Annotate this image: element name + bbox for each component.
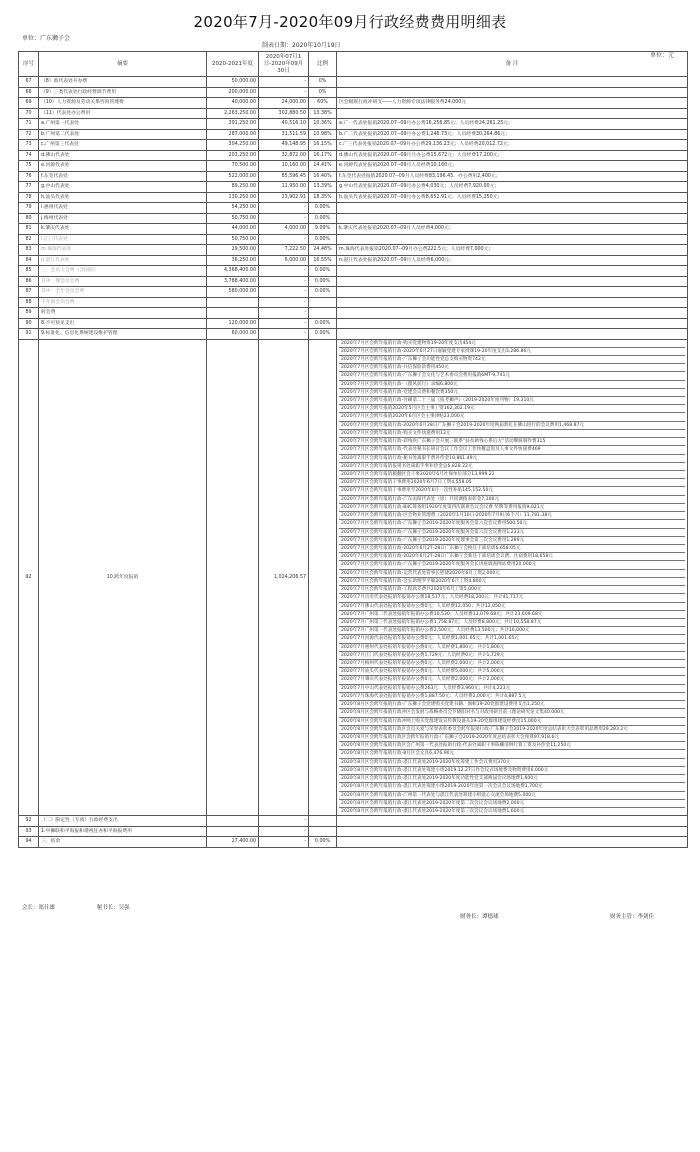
row-period-amount: - bbox=[259, 276, 309, 287]
row-ratio bbox=[309, 339, 337, 816]
row-annual-budget: 203,250.00 bbox=[207, 150, 259, 161]
row-seq: 78 bbox=[19, 192, 39, 203]
row-note: n.湛江代表处报销2020.07--09月人员经费6,000元； bbox=[337, 255, 688, 266]
row-note: f.东莞代表处报销2020.07--09月人员经费83,196.45，办公费用2,400元； bbox=[337, 171, 688, 182]
table-body bbox=[19, 77, 688, 848]
row-annual-budget bbox=[207, 297, 259, 308]
row-note: e.河源代表处报销2020.07--09月人员经费10,160元； bbox=[337, 161, 688, 172]
row-ratio: 0% bbox=[309, 87, 337, 98]
row-note: a.广一代表处报销2020.07--09月办公费16,256.85元；人员经费24,261.25元； bbox=[337, 119, 688, 130]
row-period-amount: 11,950.00 bbox=[259, 182, 309, 193]
note-line: 2020年7月珠海代表处报销年报销办公费1,887.50元；人员经费2,000元；共计4,887.5元 bbox=[339, 693, 685, 701]
row-seq: 68 bbox=[19, 87, 39, 98]
row-ratio: 10.98% bbox=[309, 129, 337, 140]
row-note bbox=[337, 77, 688, 88]
row-note bbox=[337, 108, 688, 119]
note-line: 2020年7月区会跨年报销行政-广东狮子会功能性党总支购买物资742元 bbox=[339, 356, 685, 364]
row-period-amount: - bbox=[259, 318, 309, 329]
row-summary: （8）新代表处开办费 bbox=[39, 77, 207, 88]
row-summary: l.江门代表处 bbox=[39, 234, 207, 245]
row-summary: c.广州第三代表处 bbox=[39, 140, 207, 151]
row-note: g.中山代表处报销2020.07--09月办公费4,030元；人员经费7,920.00元； bbox=[337, 182, 688, 193]
note-line: 2020年8月区会跨年报销行政-湛江代表处2019-2020年度第二次会议会议场地费2,000元 bbox=[339, 800, 685, 808]
row-ratio bbox=[309, 297, 337, 308]
row-summary: e.河源代表处 bbox=[39, 161, 207, 172]
table-row bbox=[19, 255, 688, 266]
header-ratio: 比例 bbox=[309, 52, 337, 77]
row-summary: （11）代表处办公费用 bbox=[39, 108, 207, 119]
note-line: 2020年7月区会跨年报销行政-2020年6月27日嘉颖党建专家授课19-20年度支出3,286.86元 bbox=[339, 348, 685, 356]
row-seq: 70 bbox=[19, 108, 39, 119]
row-summary: m.珠海代表处 bbox=[39, 245, 207, 256]
row-seq: 79 bbox=[19, 203, 39, 214]
row-note bbox=[337, 826, 688, 837]
note-line: 2020年7月区会跨年报销行政-广东狮子会文化与艺术委员会费用报销6MT-9,741元 bbox=[339, 372, 685, 380]
row-period-amount: - bbox=[259, 329, 309, 340]
note-line: 2020年7月佛山代表处报销年报销办公费0元；人员经费12,050；共计12,050元 bbox=[339, 603, 685, 611]
row-ratio: 0.00% bbox=[309, 213, 337, 224]
table-row bbox=[19, 308, 688, 319]
row-summary: d.佛山代表处 bbox=[39, 150, 207, 161]
row-annual-budget: 2,263,250.00 bbox=[207, 108, 259, 119]
table-row bbox=[19, 266, 688, 277]
note-line: 2020年7月区会跨年报销行政-彩残疾广东狮子会开展三联系“扶贫助残心系后方”活动牌匾制作费315 bbox=[339, 438, 685, 446]
row-annual-budget: 60,000.00 bbox=[207, 329, 259, 340]
row-ratio: 14.41% bbox=[309, 161, 337, 172]
row-ratio: 60% bbox=[309, 98, 337, 109]
row-summary: 其中：全年会员会费 bbox=[39, 287, 207, 298]
row-period-amount: 49,148.95 bbox=[259, 140, 309, 151]
row-ratio: 18.35% bbox=[309, 192, 337, 203]
table-row-cross-year bbox=[19, 339, 688, 816]
row-annual-budget: 27,400.00 bbox=[207, 837, 259, 848]
row-period-amount: - bbox=[259, 203, 309, 214]
note-line: 2020年7月区会跨年报销行政-2020年6月28日广东狮子会2019-2020年度换届典礼在佛山进行的会议费用1,468.87元 bbox=[339, 422, 685, 430]
row-seq: 92 bbox=[19, 339, 39, 816]
row-ratio bbox=[309, 826, 337, 837]
president-signature: 会长：郑仕雄 bbox=[22, 905, 56, 911]
row-annual-budget bbox=[207, 339, 259, 816]
row-period-amount: - bbox=[259, 308, 309, 319]
row-annual-budget: 4,368,400.00 bbox=[207, 266, 259, 277]
row-note: k.肇庆代表处报销2020.07--09月人员经费4,000元； bbox=[337, 224, 688, 235]
note-line: 2020年8月区会跨年报销行政区会广州第一代表处报销行政-代表处离职干事陈姗清例行算工资及补偿金11,250元 bbox=[339, 742, 685, 750]
table-row bbox=[19, 245, 688, 256]
row-summary: 其中：理会员会费 bbox=[39, 276, 207, 287]
table-row bbox=[19, 203, 688, 214]
row-summary: j.梅州代表处 bbox=[39, 213, 207, 224]
row-ratio: 0.00% bbox=[309, 234, 337, 245]
header-notes: 备 注 bbox=[337, 52, 688, 77]
row-summary: 10.跨年度报销 bbox=[39, 339, 207, 816]
table-row bbox=[19, 213, 688, 224]
note-line: 2020年7月区会跨年报销行政-购买文件快递费用13元 bbox=[339, 430, 685, 438]
row-period-amount: - bbox=[259, 287, 309, 298]
note-line: 2020年7月出差代表处报销年报销办公费18,517元；人员经费18,200元；共计41,717元 bbox=[339, 594, 685, 602]
row-annual-budget: 120,000.00 bbox=[207, 318, 259, 329]
row-ratio: 0.00% bbox=[309, 203, 337, 214]
note-line: 2020年7月汕头代表处报销年报销办公费0元；人员经费5,000元；共计5,000元 bbox=[339, 668, 685, 676]
note-line: 2020年7月区会跨年报销行政-广东狮子会2019-2020年度服务会长讲座调查网站费用20,000元 bbox=[339, 561, 685, 569]
row-annual-budget: 40,000.00 bbox=[207, 98, 259, 109]
table-row bbox=[19, 182, 688, 193]
note-line: 2020年7月区会跨年报销行政-会长助理罗平敏2020年6月工资4,800元 bbox=[339, 578, 685, 586]
row-ratio: 0.00% bbox=[309, 287, 337, 298]
note-line: 2020年7月广州第三代表处报销年报销办公费1,758.87元；人员经费8,800元；共计10,558.87元 bbox=[339, 619, 685, 627]
row-period-amount: 24,000.00 bbox=[259, 98, 309, 109]
signature-block bbox=[22, 903, 170, 911]
row-ratio: 16.17% bbox=[309, 150, 337, 161]
row-annual-budget: 54,250.00 bbox=[207, 203, 259, 214]
row-period-amount: 4,000.00 bbox=[259, 224, 309, 235]
row-annual-budget: 130,250.00 bbox=[207, 192, 259, 203]
row-note bbox=[337, 87, 688, 98]
row-note: 区会级联行政冲研支——人力资源专项法律服务费24,000元 bbox=[337, 98, 688, 109]
row-period-amount: 7,222.50 bbox=[259, 245, 309, 256]
row-ratio: 0.00% bbox=[309, 329, 337, 340]
unit-label: 单位：广东狮子会 bbox=[22, 35, 71, 42]
note-line: 2020年8月区会跨年报销行政-湛江代表处筹建小组2019.12.27日作会仪式场地费及物资费用6,000元 bbox=[339, 767, 685, 775]
note-line: 2020年7月区会跨年报销行政-区会物业管理费（2020年1月10日-2020年7月9日6个月）11,781.38元 bbox=[339, 512, 685, 520]
row-notes-list bbox=[337, 339, 688, 816]
row-annual-budget: 580,000.00 bbox=[207, 287, 259, 298]
row-period-amount: 32,872.00 bbox=[259, 150, 309, 161]
table-row bbox=[19, 224, 688, 235]
row-seq: 74 bbox=[19, 150, 39, 161]
row-summary: （10）人力资源及劳动关系咨询管理费 bbox=[39, 98, 207, 109]
note-line: 2020年7月区会跨年报销行政-《甜风前行》录编6,800元 bbox=[339, 381, 685, 389]
note-line: 2020年8月区会跨年报销行政-8月区会文具6,476.90元 bbox=[339, 750, 685, 758]
row-note bbox=[337, 308, 688, 319]
row-seq: 94 bbox=[19, 837, 39, 848]
row-annual-budget: 36,250.00 bbox=[207, 255, 259, 266]
row-seq: 80 bbox=[19, 213, 39, 224]
row-seq: 87 bbox=[19, 287, 39, 298]
row-annual-budget bbox=[207, 816, 259, 827]
row-ratio: 0.00% bbox=[309, 276, 337, 287]
row-annual-budget: 200,000.00 bbox=[207, 87, 259, 98]
row-annual-budget: 89,250.00 bbox=[207, 182, 259, 193]
note-line: 2020年7月区会跨年报销行政-付刷第二十三届《报考狮声》（2019-2020年度刊物）19,310元 bbox=[339, 397, 685, 405]
row-annual-budget bbox=[207, 308, 259, 319]
row-ratio: 0.00% bbox=[309, 837, 337, 848]
note-line: 2020年7月区会跨年报销行政-广东雨阳代表处（原）共同调拨表彰金7,100元 bbox=[339, 496, 685, 504]
note-line: 2020年8月区会跨年报销行政-广州第一代表处与湛江代表处筹建小组爱心交流会场地费5,000元 bbox=[339, 792, 685, 800]
note-line: 2020年8月区会跨年报销行政区会员关爱与荣誉表彰委员会跨年报销行政-广东狮子会2019-2020年度总结表彰大会表彰用品费用29,283.2元 bbox=[339, 726, 685, 734]
note-line: 2020年8月区会跨年报销行政-湛江代表处2019-2020年度第三次会议会议场地费1,600元 bbox=[341, 808, 525, 814]
note-line: 2020年7月区会跨年报销行政-BIIC筹备组1920年度第四次联席会议会议费 奖牌等费用报销9,021元 bbox=[339, 504, 685, 512]
row-note: b.广二代表处报销2020.07--09月办公费1,246.73元；人员经费30,264.86元； bbox=[337, 129, 688, 140]
secretary-signature: 秘书长：吴强 bbox=[96, 905, 130, 911]
row-ratio: 9.09% bbox=[309, 224, 337, 235]
row-ratio: 0% bbox=[309, 77, 337, 88]
row-ratio: 10.36% bbox=[309, 119, 337, 130]
note-line: 2020年7月区会跨年报销行政-秘书处离职手费补偿金10,861.49元 bbox=[339, 455, 685, 463]
row-seq: 91 bbox=[19, 329, 39, 340]
note-line: 2020年8月区会跨年报销行政-湛江代表处2019-2020年度筹建工作会议费用370元 bbox=[339, 759, 685, 767]
row-period-amount: - bbox=[259, 266, 309, 277]
note-line: 2020年7月区会跨年报销行政-2020年6月27-28日广东狮子会换任干部培训6,658.05元 bbox=[339, 545, 685, 553]
note-line: 2020年7月中山代表处报销年报销办公费263元；人员经费3,960元；共计4,223元 bbox=[339, 685, 685, 693]
header-row bbox=[19, 52, 688, 77]
row-summary: 9.标准化、信息化系统建设维护管理 bbox=[39, 329, 207, 340]
row-note bbox=[337, 266, 688, 277]
note-line: 2020年7月区会跨年报销行政-党建会议费和餐饮费350元 bbox=[339, 389, 685, 397]
note-line: 2020年7月区会跨年报销行政-2020年6月27-28日广东狮子会新任干部培训会议费、住宿费用18,658元 bbox=[339, 553, 685, 561]
row-annual-budget: 287,000.00 bbox=[207, 129, 259, 140]
row-note: h.汕头代表处报销2020.07--09月办公费8,652.91元；人员经费15,250元； bbox=[337, 192, 688, 203]
row-note bbox=[337, 203, 688, 214]
row-ratio: 16.15% bbox=[309, 140, 337, 151]
table-row bbox=[19, 826, 688, 837]
row-summary: h.汕头代表处 bbox=[39, 192, 207, 203]
table-row bbox=[19, 276, 688, 287]
row-summary: a.广州第一代表处 bbox=[39, 119, 207, 130]
row-seq: 92 bbox=[19, 816, 39, 827]
row-summary: f.东莞代表处 bbox=[39, 171, 207, 182]
row-period-amount: 302,880.50 bbox=[259, 108, 309, 119]
row-period-amount: 85,596.45 bbox=[259, 171, 309, 182]
note-line: 2020年7月江门代表处报销年报销办公费1,729元；人员经费0元；共计1,729元 bbox=[339, 652, 685, 660]
row-note bbox=[337, 837, 688, 848]
row-note bbox=[337, 297, 688, 308]
note-line: 2020年7月河源代表处报销年报销办公费0元；人员经费1,001.65元；共计1,001.65元 bbox=[339, 635, 685, 643]
note-line: 2020年7月区会跨年报销行政-代表处秘书长研讨会议工作会议工作快餐盒饭及人事文件快递费469 bbox=[339, 446, 685, 454]
row-period-amount: 23,902.91 bbox=[259, 192, 309, 203]
row-period-amount: - bbox=[259, 213, 309, 224]
row-period-amount: 1,024,206.57 bbox=[259, 339, 309, 816]
row-summary: 转会费 bbox=[39, 308, 207, 319]
note-line: 2020年7月惠州代表处报销年报销办公费0元；人员经费1,800元；共计1,800元 bbox=[339, 644, 685, 652]
header-summary: 摘要 bbox=[39, 52, 207, 77]
row-annual-budget: 3,788,400.00 bbox=[207, 276, 259, 287]
table-row bbox=[19, 161, 688, 172]
table-row bbox=[19, 150, 688, 161]
row-summary: 三、会员大会费（含国际） bbox=[39, 266, 207, 277]
row-seq: 81 bbox=[19, 224, 39, 235]
row-note bbox=[337, 276, 688, 287]
row-seq: 72 bbox=[19, 129, 39, 140]
document-title: 2020年7月-2020年09月行政经费费用明细表 bbox=[193, 13, 507, 31]
note-line: 2020年7月区会跨年报销2020年6月区会主事津贴23,000元 bbox=[339, 413, 685, 421]
row-annual-budget: 50,000.00 bbox=[207, 77, 259, 88]
table-row bbox=[19, 297, 688, 308]
row-note: c.广三代表处报销2020.07--09月办公费29,136.23元；人员经费20,012.72元； bbox=[337, 140, 688, 151]
note-line: 2020年7月区会跨年报销行政-广东狮子会2019-2020年度理事会第三次会议费用1,289元 bbox=[339, 537, 685, 545]
row-seq: 75 bbox=[19, 161, 39, 172]
row-seq: 71 bbox=[19, 119, 39, 130]
table-row bbox=[19, 318, 688, 329]
row-note: d.佛山代表处报销2020.07--09月月办公费15,672元；人员经费17,200元； bbox=[337, 150, 688, 161]
row-summary: 8.不可预见支出 bbox=[39, 318, 207, 329]
table-row bbox=[19, 119, 688, 130]
row-ratio: 13.38% bbox=[309, 108, 337, 119]
note-line: 2020年7月区会跨年报销干事费用2020年6月7日工资4,558.05 bbox=[339, 479, 685, 487]
header-period: 2020年07月1日-2020年09月30日 bbox=[259, 52, 309, 77]
row-seq: 89 bbox=[19, 308, 39, 319]
row-seq: 82 bbox=[19, 234, 39, 245]
row-summary: （9）三类代表处行政经费调节费用 bbox=[39, 87, 207, 98]
table-row bbox=[19, 108, 688, 119]
row-period-amount: - bbox=[259, 297, 309, 308]
row-seq: 83 bbox=[19, 245, 39, 256]
row-seq: 77 bbox=[19, 182, 39, 193]
row-period-amount: - bbox=[259, 87, 309, 98]
row-summary: k.肇庆代表处 bbox=[39, 224, 207, 235]
row-note: m.珠海代表处报销2020.07--09月办公费222.5元；人员经费7,000元； bbox=[337, 245, 688, 256]
row-summary: g.中山代表处 bbox=[39, 182, 207, 193]
row-annual-budget: 522,000.00 bbox=[207, 171, 259, 182]
note-line: 2020年7月区会跨年报销行政-工程款差费共2020年6月工资5,000元 bbox=[339, 586, 685, 594]
note-line: 2020年7月区会跨年报销2020年5月区会主事工资162,302.19元 bbox=[339, 405, 685, 413]
row-seq: 84 bbox=[19, 255, 39, 266]
row-annual-budget: 50,750.00 bbox=[207, 234, 259, 245]
table-row bbox=[19, 171, 688, 182]
row-annual-budget: 50,750.00 bbox=[207, 213, 259, 224]
note-line: 2020年8月区会跨年报销行政冲网上购买党群建设宣传教设备从19-20党群组建设经费出15,000元 bbox=[339, 718, 685, 726]
row-summary: n.湛江代表处 bbox=[39, 255, 207, 266]
table-row bbox=[19, 140, 688, 151]
table-row bbox=[19, 234, 688, 245]
row-annual-budget: 70,500.00 bbox=[207, 161, 259, 172]
note-line: 2020年7月肇庆代表处报销年报销办公费0元；人员经费2,000元；共计2,000元 bbox=[339, 676, 685, 684]
row-period-amount: - bbox=[259, 826, 309, 837]
note-line: 2020年7月区会跨年报销行政-购买党建物资19-20年度支出454元 bbox=[339, 340, 685, 348]
row-note bbox=[337, 287, 688, 298]
table-row bbox=[19, 129, 688, 140]
row-annual-budget bbox=[207, 826, 259, 837]
date-label: 制表日期：2020年10月19日 bbox=[262, 42, 341, 49]
note-line: 2020年8月区会跨年报销行政-湛江代表处筹建小组2019-2020年度第一次会议会议场地费1,700元 bbox=[339, 783, 685, 791]
row-ratio: 24.48% bbox=[309, 245, 337, 256]
table-row bbox=[19, 816, 688, 827]
row-ratio bbox=[309, 816, 337, 827]
row-period-amount: 6,000.00 bbox=[259, 255, 309, 266]
table-row bbox=[19, 287, 688, 298]
row-note bbox=[337, 329, 688, 340]
row-annual-budget: 29,500.00 bbox=[207, 245, 259, 256]
row-seq: 73 bbox=[19, 140, 39, 151]
table-row bbox=[19, 77, 688, 88]
row-summary: 三、结余 bbox=[39, 837, 207, 848]
header-annual: 2020-2021年度 bbox=[207, 52, 259, 77]
row-ratio: 16.55% bbox=[309, 255, 337, 266]
note-line: 2020年7月广州第一代表处报销年报销办公费2,500元；人员经费13,500元；共计16,000元 bbox=[339, 627, 685, 635]
row-period-amount: 31,511.59 bbox=[259, 129, 309, 140]
row-seq: 67 bbox=[19, 77, 39, 88]
table-row bbox=[19, 329, 688, 340]
row-note bbox=[337, 318, 688, 329]
row-period-amount: - bbox=[259, 816, 309, 827]
row-annual-budget: 44,000.00 bbox=[207, 224, 259, 235]
row-seq: 86 bbox=[19, 276, 39, 287]
note-line: 2020年7月区会跨年报销行政-广东狮子会2019-2020年度服务会第六次会议费用1,233元 bbox=[339, 529, 685, 537]
note-line: 2020年7月梅州代表处报销年报销办公费0元；人员经费2,000元；共计2,000元 bbox=[339, 660, 685, 668]
note-line: 2020年8月区会跨年报销行政冲区会发展与战略委员会罗晓阳对名与对政用研目前《理论研究论文集40,000元 bbox=[339, 709, 685, 717]
note-line: 2020年7月区会跨年报销履翻区会干事2020年6月社保单位部分13,999.22 bbox=[339, 471, 685, 479]
table-row bbox=[19, 87, 688, 98]
note-line: 2020年7月区会跨年报销干事费用至2020年6月一次性补贴145,152.50元 bbox=[339, 487, 685, 495]
row-ratio: 13.39% bbox=[309, 182, 337, 193]
row-seq: 69 bbox=[19, 98, 39, 109]
note-line: 2020年8月区会跨年报销行政区会跨年报销行政-广东狮子会2019-2020年度总结表彰大会预算97,918.6元 bbox=[339, 734, 685, 742]
row-period-amount: - bbox=[259, 837, 309, 848]
header-seq: 序号 bbox=[19, 52, 39, 77]
row-annual-budget: 304,250.00 bbox=[207, 140, 259, 151]
row-ratio: 16.40% bbox=[309, 171, 337, 182]
row-seq: 85 bbox=[19, 266, 39, 277]
table-row bbox=[19, 837, 688, 848]
row-summary: i.惠州代表处 bbox=[39, 203, 207, 214]
note-line: 2020年7月区会跨年报销行政-广东狮子会2019-2020年度服务会第六次会议费用500.50元 bbox=[339, 520, 685, 528]
table-row bbox=[19, 192, 688, 203]
row-ratio: 0.00% bbox=[309, 318, 337, 329]
row-summary: 1.中狮联和平海报和谐视狂办和平海报费用 bbox=[39, 826, 207, 837]
expense-table bbox=[18, 51, 688, 848]
row-period-amount: 10,160.00 bbox=[259, 161, 309, 172]
note-line: 2020年8月区会跨年报销行政-湛江代表处2019-2020年度功能性党支部换届会议场地费1,600元 bbox=[339, 775, 685, 783]
row-seq: 90 bbox=[19, 318, 39, 329]
row-seq: 76 bbox=[19, 171, 39, 182]
row-ratio bbox=[309, 308, 337, 319]
currency-unit-label: 单位：元 bbox=[650, 52, 675, 59]
row-summary: （二）限定性（专项）行政经费支出 bbox=[39, 816, 207, 827]
note-line: 2020年7月区会跨年报销行政-开信保险款费用450元 bbox=[339, 364, 685, 372]
row-note bbox=[337, 816, 688, 827]
row-summary: b.广州第二代表处 bbox=[39, 129, 207, 140]
row-seq: 88 bbox=[19, 297, 39, 308]
row-annual-budget: 391,250.00 bbox=[207, 119, 259, 130]
row-period-amount: 40,516.10 bbox=[259, 119, 309, 130]
note-line: 2020年7月广州第二代表处报销年报销办公费10,530；人员经费13,079.68元；共计23,609.68元 bbox=[339, 611, 685, 619]
row-period-amount: - bbox=[259, 234, 309, 245]
row-summary: 下年新会员会费 bbox=[39, 297, 207, 308]
table-row bbox=[19, 98, 688, 109]
note-line: 2020年7月区会跨年报销报销书处离职手事补偿金总6,828.22元 bbox=[339, 463, 685, 471]
row-seq: 93 bbox=[19, 826, 39, 837]
finance-signature: 财务长：谭德球 bbox=[460, 914, 499, 920]
finance-head-signature: 财务主管：李剑佳 bbox=[610, 914, 655, 920]
note-line: 2020年8月区会跨年报销行政-广东狮子会党建购买党建书籍、旗帜19-20党群建设费用支出1,250元 bbox=[339, 701, 685, 709]
row-note bbox=[337, 213, 688, 224]
row-ratio: 0.00% bbox=[309, 266, 337, 277]
row-note bbox=[337, 234, 688, 245]
row-period-amount: - bbox=[259, 77, 309, 88]
note-line: 2020年7月区会跨年报销行政-运营代表处管事长慰捷2020年6月工资2,000元 bbox=[339, 570, 685, 578]
